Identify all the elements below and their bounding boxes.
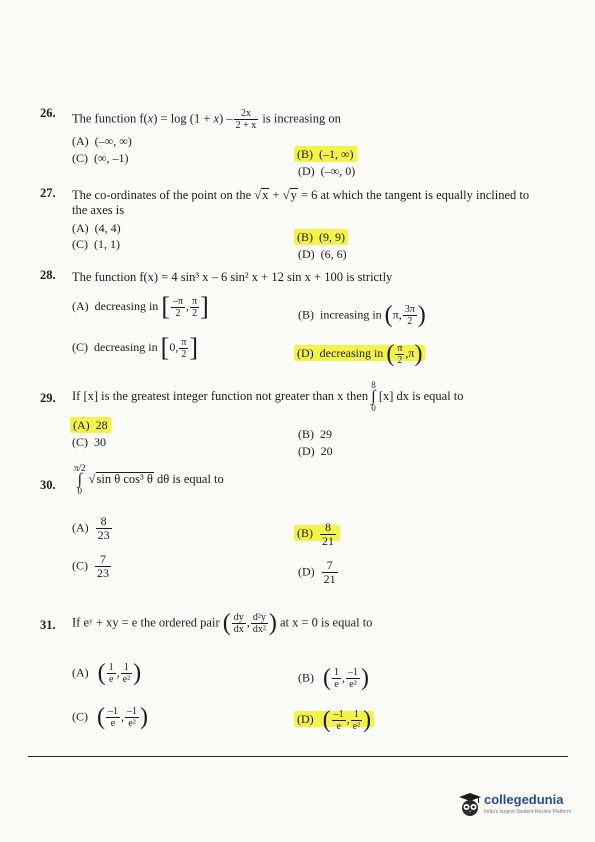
option-30-b[interactable] — [294, 521, 340, 548]
option-29-b[interactable]: (B) 29 — [298, 427, 332, 441]
option-26-d[interactable]: (D) (–∞, 0) — [298, 164, 356, 178]
option-31-a[interactable]: (A) ( $\frac{1}{e}$ , $\frac{1}{\text{e²}}$ ) — [72, 660, 142, 686]
option-28-d[interactable] — [294, 341, 425, 368]
option-27-d[interactable]: (D) (6, 6) — [298, 247, 347, 261]
answer-highlight: (B) $\frac{8}{21}$ — [294, 525, 340, 541]
question-text: π/2 ∫ 0 √sin θ cos³ θ dθ is equal to — [74, 463, 224, 496]
collegedunia-logo[interactable] — [458, 790, 588, 826]
option-27-b[interactable] — [294, 230, 348, 245]
option-30-c[interactable]: (C) $\frac{7}{23}$ — [72, 552, 109, 580]
sqrt-symbol: √ — [88, 471, 96, 486]
option-30-d[interactable]: (D) $\frac{7}{21}$ — [298, 558, 336, 586]
option-31-d[interactable] — [294, 707, 374, 734]
question-number: 29. — [40, 391, 56, 405]
question-text: The co-ordinates of the point on the √x + √y = 6 at which the tangent is equally inclined to — [72, 188, 530, 202]
brand-tagline: India's largest Student Review Platform — [484, 809, 572, 815]
question-number: 31. — [40, 618, 56, 632]
fraction: $\frac{2x}{2 + x}$ — [235, 108, 257, 131]
question-27 — [40, 186, 580, 226]
option-29-c[interactable]: (C) 30 — [72, 435, 106, 449]
integral-symbol: π/2 ∫ 0 — [74, 463, 86, 496]
question-30 — [40, 464, 440, 512]
integral-symbol: 8 ∫ 0 — [371, 380, 376, 413]
question-number: 26. — [40, 106, 56, 120]
answer-highlight: (D) ( $\frac{-1}{e}$ , $\frac{1}{\text{e²}}$ ) — [294, 711, 374, 727]
answer-highlight: (A) 28 — [70, 417, 111, 433]
sqrt-symbol: √ — [254, 188, 262, 202]
question-29 — [40, 381, 570, 417]
option-31-c[interactable]: (C) ( $\frac{-1}{e}$ , $\frac{-1}{\text{e²}}$ ) — [72, 704, 148, 730]
option-31-b[interactable]: (B) ( $\frac{1}{e}$ , $\frac{-1}{\text{e²}}$ ) — [298, 665, 369, 691]
option-28-b[interactable]: (B) increasing in (π, $\frac{3\pi}{2}$ ) — [298, 302, 426, 328]
option-26-a[interactable]: (A) (–∞, ∞) — [72, 134, 132, 148]
question-text: The function f(x) = 4 sin³ x – 6 sin² x + 12 sin x + 100 is strictly — [72, 270, 393, 284]
question-text: If eʸ + xy = e the ordered pair ( $\frac{dy}{dx}$ , $\frac{\text{d²y}}{\text{dx²}}$ ) at x = 0 is equal to — [72, 610, 373, 636]
option-29-a[interactable] — [70, 418, 111, 433]
question-number: 30. — [40, 478, 56, 492]
option-27-a[interactable]: (A) (4, 4) — [72, 221, 121, 235]
option-26-b[interactable] — [294, 147, 357, 162]
brand-name: collegedunia — [484, 792, 564, 807]
graduate-owl-icon — [458, 792, 482, 818]
option-29-d[interactable]: (D) 20 — [298, 444, 333, 458]
answer-highlight: (B) (–1, ∞) — [294, 146, 357, 162]
question-number: 28. — [40, 268, 56, 282]
option-28-c[interactable]: (C) decreasing in [0, $\frac{\pi}{2}$ ] — [72, 333, 199, 362]
option-30-a[interactable]: (A) $\frac{8}{23}$ — [72, 514, 110, 542]
question-text: The function f(x) = log (1 + x) – $\frac{2x}{2 + x}$ is increasing on — [72, 108, 341, 131]
question-31 — [40, 608, 560, 648]
option-27-c[interactable]: (C) (1, 1) — [72, 237, 120, 251]
footer-divider — [28, 756, 568, 757]
question-text-line2: the axes is — [72, 203, 125, 217]
question-number: 27. — [40, 186, 56, 200]
option-26-c[interactable]: (C) (∞, –1) — [72, 151, 129, 165]
question-28 — [40, 268, 560, 288]
answer-highlight: (D) decreasing in ( $\frac{\pi}{2}$ ,π) — [294, 345, 425, 361]
answer-highlight: (B) (9, 9) — [294, 229, 348, 245]
question-text: If [x] is the greatest integer function not greater than x then 8 ∫ 0 [x] dx is equal to — [72, 380, 464, 413]
sqrt-symbol: √ — [282, 188, 290, 202]
option-28-a[interactable]: (A) decreasing in [ $\frac{-\pi}{2}$ , $\frac{\pi}{2}$ ] — [72, 292, 209, 321]
